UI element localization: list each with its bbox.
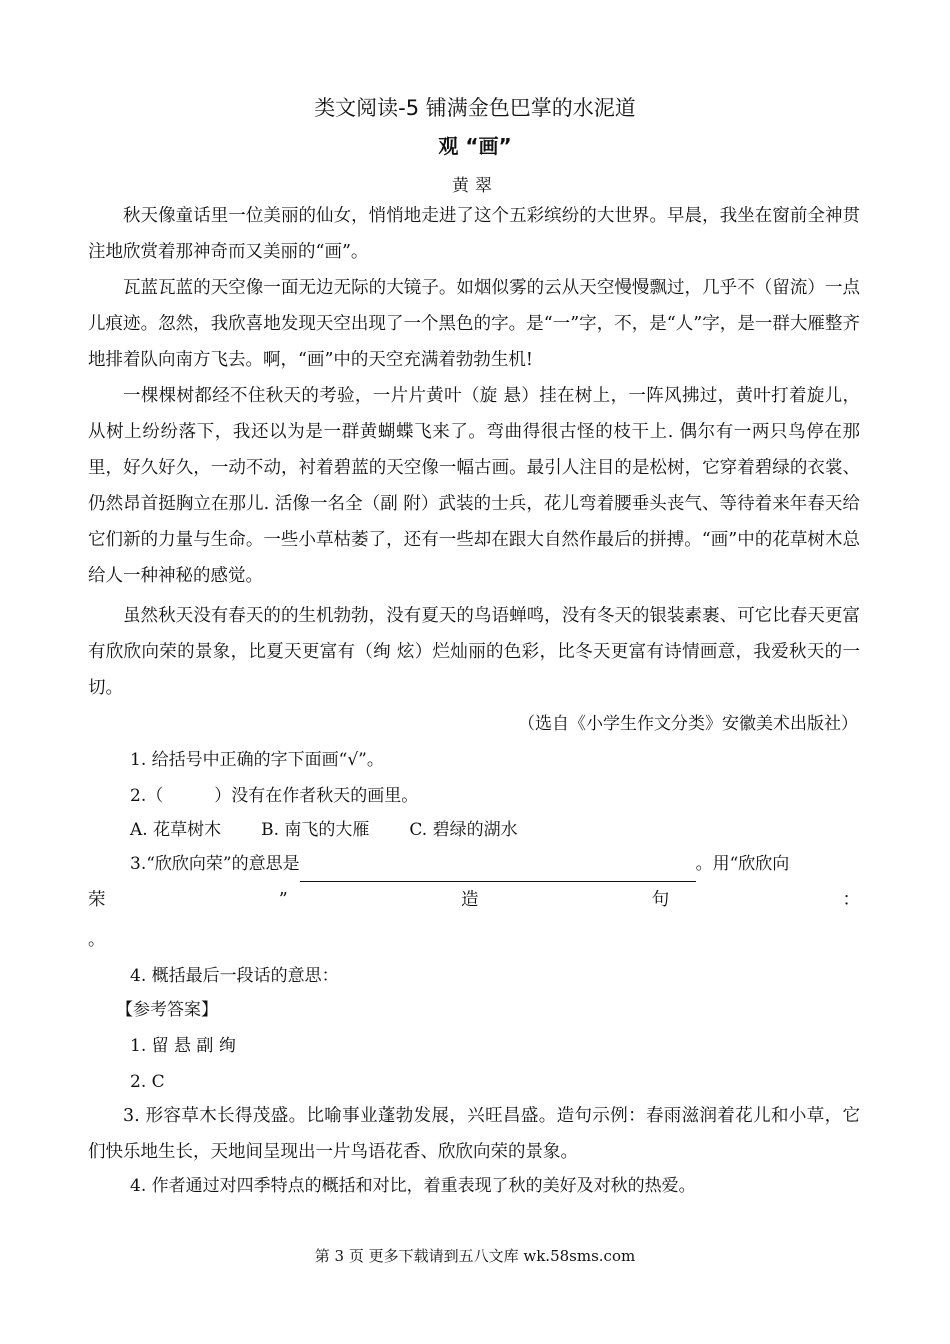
article-author: 黄翠 xyxy=(452,176,498,196)
option-b: B. 南飞的大雁 xyxy=(261,820,370,840)
article-paragraph-2: 瓦蓝瓦蓝的天空像一面无边无际的大镜子。如烟似雾的云从天空慢慢飘过，几乎不（留流）一点儿痕迹。忽然，我欣喜地发现天空出现了一个黑色的字。是“一”字，不，是“人”字，是一群大雁整齐地排着队向南方飞去。啊，“画”中的天空充满着勃勃生机! xyxy=(88,278,860,370)
article-paragraph-3: 一棵棵树都经不住秋天的考验，一片片黄叶（旋 悬）挂在树上，一阵风拂过，黄叶打着旋儿，从树上纷纷落下，我还以为是一群黄蝴蝶飞来了。弯曲得很古怪的枝干上. 偶尔有一两只鸟停在那里，好久好久，一动不动，衬着碧蓝的天空像一幅古画。最引人注目的是松树，它穿着碧绿的衣裳、仍然昂首挺胸立在那儿. 活像一名全（副 附）武装的士兵，花儿弯着腰垂头丧气、等待着来年春天给它们新的力量与生命。一些小草枯萎了，还有一些却在跟大自然作最后的拼搏。“画”中的花草树木总给人一种神秘的感觉。 xyxy=(88,386,860,586)
answers-heading: 【参考答案】 xyxy=(116,1000,218,1020)
article-paragraph-4: 虽然秋天没有春天的的生机勃勃，没有夏天的鸟语蝉鸣，没有冬天的银装素裹、可它比春天更富有欣欣向荣的景象，比夏天更富有（绚 炫）烂灿丽的色彩，比冬天更富有诗情画意，我爱秋天的一切。 xyxy=(88,606,860,698)
answer-2: 2. C xyxy=(130,1072,165,1092)
answer-3: 3. 形容草木长得茂盛。比喻事业蓬勃发展，兴旺昌盛。造句示例：春雨滋润着花儿和小草，它们快乐地生长，天地间呈现出一片鸟语花香、欣欣向荣的景象。 xyxy=(88,1106,860,1162)
question-2: 2.（ ）没有在作者秋天的画里。 xyxy=(130,786,419,806)
question-4: 4. 概括最后一段话的意思： xyxy=(130,966,339,986)
answer-4: 4. 作者通过对四季特点的概括和对比，着重表现了秋的美好及对秋的热爱。 xyxy=(130,1176,696,1196)
answer-blank-line[interactable] xyxy=(300,859,696,882)
question-3-end: 。 xyxy=(88,930,105,950)
question-1: 1. 给括号中正确的字下面画“√”。 xyxy=(130,750,384,770)
article-paragraph-1: 秋天像童话里一位美丽的仙女，悄悄地走进了这个五彩缤纷的大世界。早晨，我坐在窗前全神贯注地欣赏着那神奇而又美丽的“画”。 xyxy=(88,206,860,262)
question-3: 3.“欣欣向荣”的意思是 。用“欣欣向 xyxy=(130,846,789,882)
article-title: 观 “画” xyxy=(438,134,512,158)
question-3-continued: 荣 ” 造 句 ： xyxy=(88,890,860,910)
option-c: C. 碧绿的湖水 xyxy=(409,820,518,840)
question-2-options xyxy=(130,812,518,848)
answer-1: 1. 留 悬 副 绚 xyxy=(130,1036,236,1056)
page-title: 类文阅读-5 铺满金色巴掌的水泥道 xyxy=(314,96,636,120)
option-a: A. 花草树木 xyxy=(130,820,222,840)
page-footer: 第 3 页 更多下载请到五八文库 wk.58sms.com xyxy=(314,1247,636,1265)
article-source: （选自《小学生作文分类》安徽美术出版社） xyxy=(518,714,858,734)
